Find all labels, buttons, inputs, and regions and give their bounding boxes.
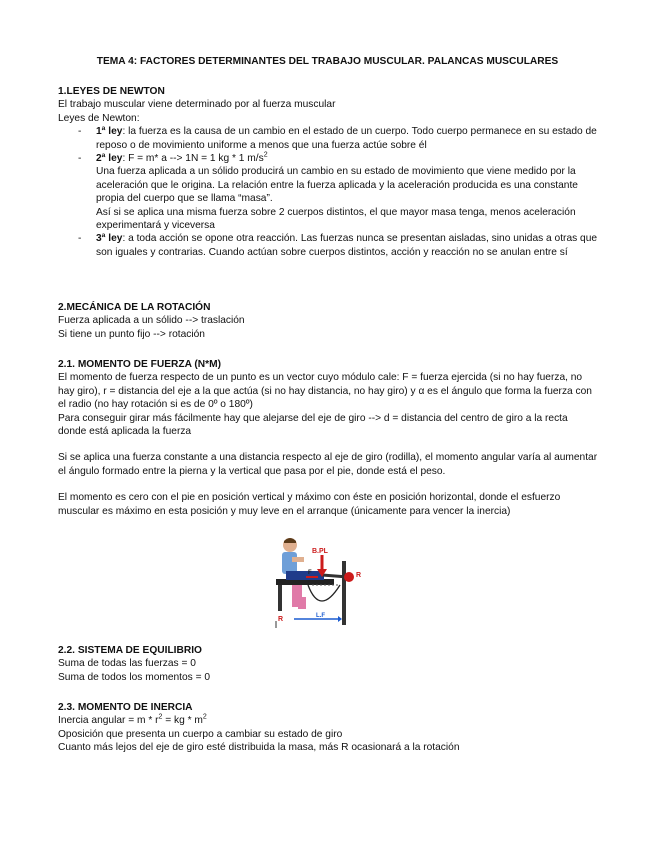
paragraph: Leyes de Newton:	[58, 112, 140, 124]
paragraph: Suma de todas las fuerzas = 0	[58, 658, 196, 670]
paragraph: Oposición que presenta un cuerpo a cambiar su estado de giro	[58, 728, 343, 740]
section-newton	[58, 85, 598, 259]
law-text: : la fuerza es la causa de un cambio en el estado de un cuerpo. Todo cuerpo permanece en su estado de reposo o de movimiento uniforme a menos que una fuerza actúe sobre él	[96, 126, 597, 151]
formula-part: = kg * m	[162, 715, 203, 727]
paragraph: Fuerza aplicada a un sólido --> traslación	[58, 315, 245, 327]
exponent: 2	[202, 714, 207, 722]
law-text: Así si se aplica una misma fuerza sobre 2 cuerpos distintos, el que mayor masa tenga, menos aceleración experimentará y viceversa	[96, 206, 576, 232]
paragraph: Cuanto más lejos del eje de giro esté distribuida la masa, más R ocasionará a la rotación	[58, 742, 460, 754]
paragraph: Suma de todos los momentos = 0	[58, 671, 211, 683]
section-heading: 1.LEYES DE NEWTON	[58, 86, 165, 97]
exponent: 2	[158, 714, 163, 722]
list-item	[58, 232, 598, 259]
section-heading: 2.2. SISTEMA DE EQUILIBRIO	[58, 645, 202, 656]
bullet-dash: -	[78, 126, 82, 138]
bullet-dash: -	[78, 153, 82, 165]
section-heading: 2.3. MOMENTO DE INERCIA	[58, 702, 193, 713]
laws-list	[58, 125, 598, 259]
figure-label-bpl: B.PL	[312, 548, 328, 555]
formula-part: Inercia angular = m * r	[58, 715, 159, 727]
paragraph: Si tiene un punto fijo --> rotación	[58, 328, 205, 340]
list-item	[58, 125, 598, 152]
figure-label-r-bottom: R	[278, 616, 284, 623]
law-formula: : F = m* a --> 1N = 1 kg * 1 m/s	[122, 153, 264, 165]
section-heading: 2.1. MOMENTO DE FUERZA (N*M)	[58, 359, 222, 370]
bullet-dash: -	[78, 233, 82, 245]
paragraph: El momento de fuerza respecto de un punto es un vector cuyo módulo cale: F = fuerza ejercida (si no hay fuerza, no hay giro), r = distancia del eje a la que actúa (si no hay distancia, no hay giro) y α es el ángulo que forma la fuerza con el radio (no hay rotación si es de 0º o 180º)	[58, 372, 592, 411]
exponent: 2	[263, 151, 268, 159]
law-label: 3ª ley	[96, 233, 123, 245]
paragraph	[58, 714, 598, 727]
section-rotation	[58, 301, 598, 341]
paragraph: El trabajo muscular viene determinado por al fuerza muscular	[58, 99, 336, 111]
paragraph: Para conseguir girar más fácilmente hay que alejarse del eje de giro --> d = distancia del centro de giro a la recta donde está aplicada la fuerza	[58, 412, 568, 438]
knee-extension-illustration	[272, 533, 374, 629]
section-inercia	[58, 701, 598, 755]
law-label: 1ª ley	[96, 126, 123, 138]
paragraph: El momento es cero con el pie en posición vertical y máximo con éste en posición horizontal, donde el esfuerzo muscular es máximo en esta posición y muy leve en el arranque (únicamente para vencer la inercia)	[58, 492, 561, 517]
section-heading: 2.MECÁNICA DE LA ROTACIÓN	[58, 302, 211, 313]
paragraph: Si se aplica una fuerza constante a una distancia respecto al eje de giro (rodilla), el momento angular varía al aumentar el ángulo formado entre la pierna y la vertical que pasa por el pie, donde está el peso.	[58, 452, 598, 477]
figure-label-r-top: R	[356, 572, 362, 579]
law-text: Una fuerza aplicada a un sólido producirá un cambio en su estado de movimiento que viene medido por la aceleración que le origina. La relación entre la fuerza aplicada y la aceleración producida es una constante propia del cuerpo que se llama “masa”.	[96, 166, 578, 205]
figure-label-f: F	[308, 570, 312, 576]
law-text: : a toda acción se opone otra reacción. Las fuerzas nunca se presentan aisladas, sino unidas a otras que son iguales y contrarias. Cuando actúan sobre cuerpos distintos, acción y reacción no se anulan entre sí	[96, 233, 598, 258]
law-label: 2ª ley	[96, 153, 123, 165]
section-momento-fuerza	[58, 358, 598, 518]
section-equilibrio	[58, 644, 598, 684]
list-item	[58, 152, 598, 232]
knee-extension-figure	[272, 533, 374, 629]
document-title: TEMA 4: FACTORES DETERMINANTES DEL TRABAJO MUSCULAR. PALANCAS MUSCULARES	[96, 56, 559, 67]
figure-label-lf: L.F	[316, 613, 325, 619]
